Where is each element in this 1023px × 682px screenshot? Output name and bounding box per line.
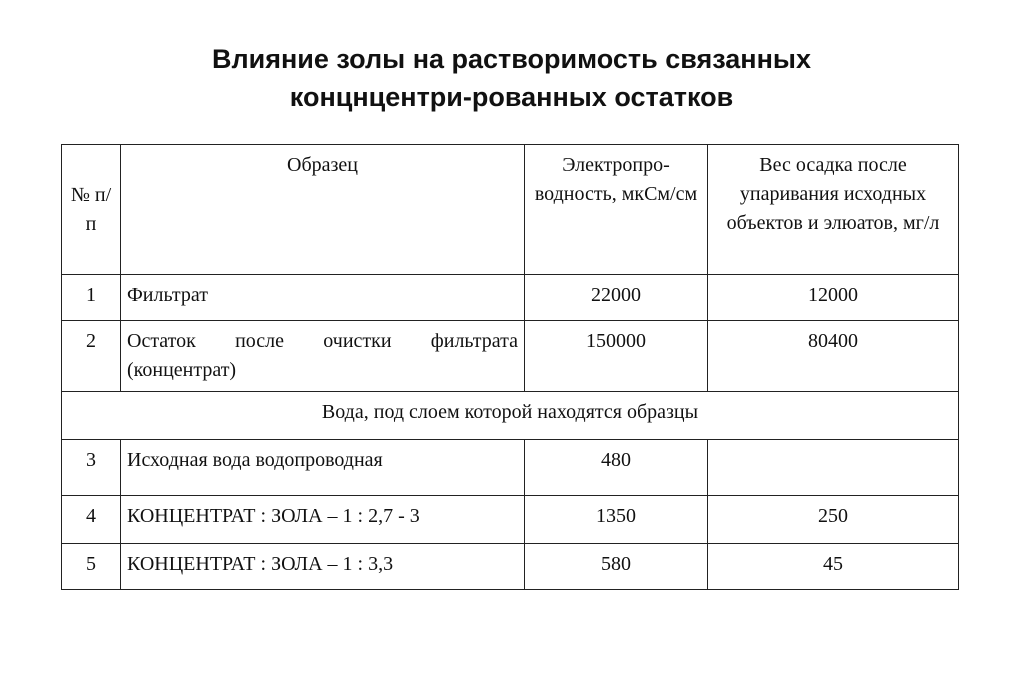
row-sample: Остаток после очистки фильтрата (концентрат) xyxy=(121,321,525,392)
header-num: № п/п xyxy=(62,145,121,275)
row-residue: 80400 xyxy=(708,321,959,392)
row-num: 3 xyxy=(62,440,121,496)
row-num: 4 xyxy=(62,496,121,544)
table-row xyxy=(62,275,959,321)
row-sample: Исходная вода водопроводная xyxy=(121,440,525,496)
row-conductivity: 580 xyxy=(525,544,708,590)
row-sample: КОНЦЕНТРАТ : ЗОЛА – 1 : 2,7 - 3 xyxy=(121,496,525,544)
row-num: 1 xyxy=(62,275,121,321)
row-residue: 45 xyxy=(708,544,959,590)
row-num: 2 xyxy=(62,321,121,392)
table-row xyxy=(62,440,959,496)
title-line-1: Влияние золы на растворимость связанных xyxy=(212,44,811,74)
header-residue: Вес осадка после упаривания исходных объектов и элюатов, мг/л xyxy=(708,145,959,275)
row-residue: 250 xyxy=(708,496,959,544)
table-row xyxy=(62,544,959,590)
page-title xyxy=(0,40,1023,116)
row-sample: КОНЦЕНТРАТ : ЗОЛА – 1 : 3,3 xyxy=(121,544,525,590)
row-conductivity: 22000 xyxy=(525,275,708,321)
row-conductivity: 1350 xyxy=(525,496,708,544)
table-row xyxy=(62,321,959,392)
table-header-row xyxy=(62,145,959,275)
row-conductivity: 480 xyxy=(525,440,708,496)
row-conductivity: 150000 xyxy=(525,321,708,392)
header-sample: Образец xyxy=(121,145,525,275)
row-num: 5 xyxy=(62,544,121,590)
header-conductivity: Электропро-водность, мкСм/см xyxy=(525,145,708,275)
row-residue: 12000 xyxy=(708,275,959,321)
row-sample: Фильтрат xyxy=(121,275,525,321)
title-line-2: концнцентри-рованных остатков xyxy=(289,82,734,112)
results-table xyxy=(61,144,959,590)
table-row xyxy=(62,496,959,544)
section-label: Вода, под слоем которой находятся образцы xyxy=(62,392,959,440)
section-row xyxy=(62,392,959,440)
row-residue xyxy=(708,440,959,496)
